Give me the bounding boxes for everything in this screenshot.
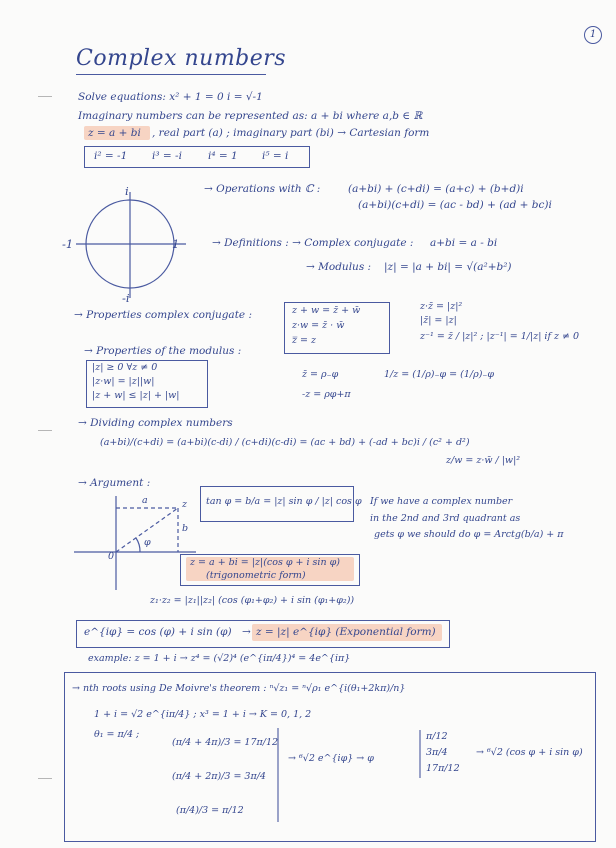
roots-label: → nth roots using De Moivre's theorem : ⁿ√z₁ = ⁿ√ρ₁ e^{i(θ₁+2kπ)/n} [72, 683, 406, 694]
axis-origin: 0 [108, 551, 115, 562]
roots-middle: → ⁶√2 e^{iφ} → φ [288, 753, 374, 764]
dividing-label: → Dividing complex numbers [78, 417, 233, 429]
roots-final-form: → ⁶√2 (cos φ + i sin φ) [476, 747, 583, 758]
argument-diagram [74, 496, 196, 590]
cartesian-form: z = a + bi [88, 127, 141, 139]
axis-label-b: b [182, 523, 189, 534]
page-number: 1 [584, 26, 602, 44]
conj-prop-sum: z + w = z̄ + w̄ [292, 305, 361, 316]
circle-label-minus-i: -i [122, 291, 130, 305]
conj-right-3: z⁻¹ = z̄ / |z|² ; |z⁻¹| = 1/|z| if z ≠ 0 [420, 331, 580, 342]
root-value-2: (π/4 + 2π)/3 = 3π/4 [172, 771, 266, 782]
mod-right-3: -z = ρφ+π [302, 389, 351, 400]
conj-right-1: z·z̄ = |z|² [420, 301, 463, 312]
mod-prop-3: |z + w| ≤ |z| + |w| [92, 390, 180, 401]
conjugate-definition: a+bi = a - bi [430, 237, 498, 249]
axis-label-z: z [182, 499, 188, 510]
roots-theta: θ₁ = π/4 ; [94, 729, 140, 740]
conj-prop-double: z̿ = z [292, 335, 317, 346]
modulus-label: → Modulus : [306, 261, 372, 273]
polar-form: z = a + bi = |z|(cos φ + i sin φ) [190, 557, 340, 568]
roots-example: 1 + i = √2 e^{iπ/4} ; x³ = 1 + i → K = 0, 1, 2 [94, 709, 312, 720]
tangent-formula: tan φ = b/a = |z| sin φ / |z| cos φ [206, 496, 362, 507]
root-value-1: (π/4 + 4π)/3 = 17π/12 [172, 737, 279, 748]
modulus-properties-label: → Properties of the modulus : [84, 345, 242, 357]
modulus-definition: |z| = |a + bi| = √(a²+b²) [384, 261, 512, 273]
mod-prop-2: |z·w| = |z||w| [92, 376, 155, 387]
circle-label-i: i [125, 184, 129, 198]
conjugate-properties-label: → Properties complex conjugate : [74, 309, 252, 321]
conj-right-2: |z̄| = |z| [420, 315, 457, 326]
operations-product: (a+bi)(c+di) = (ac - bd) + (ad + bc)i [358, 199, 552, 211]
conj-prop-product: z·w = z̄ · w̄ [292, 320, 345, 331]
dividing-formula: (a+bi)/(c+di) = (a+bi)(c-di) / (c+di)(c-di) = (ac + bd) + (-ad + bc)i / (c² + d²) [100, 437, 470, 448]
unit-circle-diagram [76, 192, 186, 298]
cartesian-description: , real part (a) ; imaginary part (bi) → Cartesian form [152, 127, 430, 139]
operations-sum: (a+bi) + (c+di) = (a+c) + (b+d)i [348, 183, 524, 195]
page-title: Complex numbers [76, 46, 287, 71]
circle-label-1: 1 [172, 237, 180, 251]
argument-label: → Argument : [78, 477, 151, 489]
root-angle-2: 3π/4 [426, 747, 448, 758]
power-i3: i³ = -i [152, 150, 182, 162]
mod-prop-1: |z| ≥ 0 ∀z ≠ 0 [92, 362, 158, 373]
mod-right-1: z̄ = ρ₋φ [302, 369, 339, 380]
circle-label-minus-1: -1 [62, 237, 74, 251]
euler-example: example: z = 1 + i → z⁴ = (√2)⁴ (e^{iπ/4})⁴ = 4e^{iπ} [88, 653, 351, 664]
exponential-form: z = |z| e^{iφ} (Exponential form) [256, 626, 436, 638]
polar-product: z₁·z₂ = |z₁||z₂| (cos (φ₁+φ₂) + i sin (φ₁+φ₂)) [150, 595, 355, 606]
quadrant-note-1: If we have a complex number [370, 496, 513, 507]
polar-form-note: (trigonometric form) [206, 570, 306, 581]
root-angle-1: π/12 [426, 731, 448, 742]
root-value-3: (π/4)/3 = π/12 [176, 805, 244, 816]
power-i2: i² = -1 [94, 150, 128, 162]
definitions-label: → Definitions : → Complex conjugate : [212, 237, 414, 249]
dividing-short: z/w = z·w̄ / |w|² [446, 455, 521, 466]
euler-arrow: → [242, 626, 251, 638]
operations-label: → Operations with ℂ : [204, 183, 321, 195]
angle-phi: φ [144, 537, 151, 548]
solve-equations-line: Solve equations: x² + 1 = 0 i = √-1 [78, 91, 263, 103]
power-i4: i⁴ = 1 [208, 150, 238, 162]
power-i5: i⁵ = i [262, 150, 289, 162]
quadrant-note-2: in the 2nd and 3rd quadrant as [370, 513, 521, 524]
axis-label-a: a [142, 495, 148, 506]
root-angle-3: 17π/12 [426, 763, 460, 774]
mod-right-2: 1/z = (1/ρ)₋φ = (1/ρ)₋φ [384, 369, 495, 380]
euler-formula: e^{iφ} = cos (φ) + i sin (φ) [84, 626, 232, 638]
quadrant-note-3: gets φ we should do φ = Arctg(b/a) + π [374, 529, 564, 540]
imaginary-definition-line: Imaginary numbers can be represented as: a + bi where a,b ∈ ℝ [78, 110, 423, 122]
